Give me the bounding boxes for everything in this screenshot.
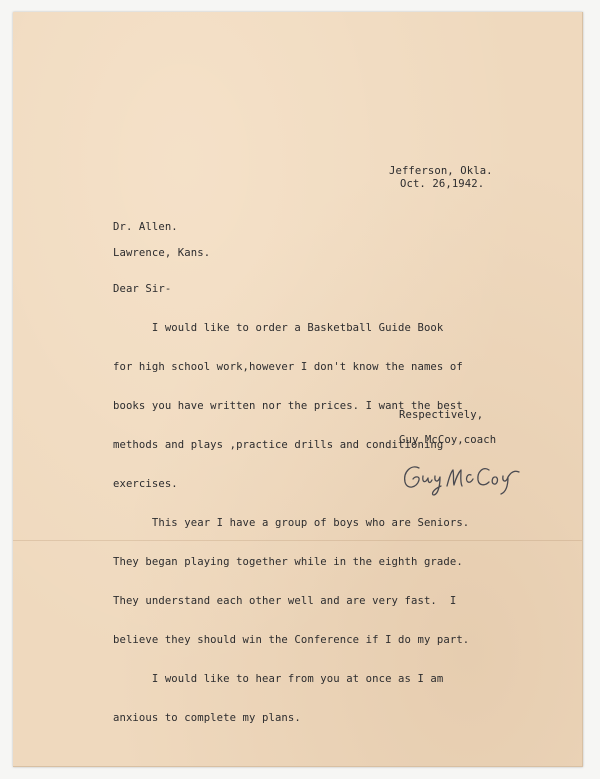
body-line: They understand each other well and are very fast. I	[113, 595, 457, 607]
body-line: believe they should win the Conference if I do my part.	[113, 634, 470, 646]
body-line: This year I have a group of boys who are Seniors.	[113, 517, 470, 529]
body-line: for high school work,however I don't know the names of	[113, 361, 463, 373]
letter-page	[13, 12, 583, 767]
body-line: They began playing together while in the eighth grade.	[113, 556, 463, 568]
recipient-name: Dr. Allen.	[113, 221, 178, 233]
body-line: books you have written nor the prices. I want the best	[113, 400, 463, 412]
recipient-place: Lawrence, Kans.	[113, 247, 211, 259]
letter-body	[113, 296, 469, 751]
body-line: exercises.	[113, 478, 178, 490]
signer-name: Guy McCoy,coach	[399, 434, 497, 446]
handwritten-signature	[397, 458, 537, 498]
body-line: anxious to complete my plans.	[113, 712, 301, 724]
body-line: I would like to hear from you at once as I am	[113, 673, 444, 685]
closing: Respectively,	[399, 409, 484, 421]
letter-date: Oct. 26,1942.	[400, 178, 485, 190]
body-line: I would like to order a Basketball Guide Book	[113, 322, 444, 334]
letter-place: Jefferson, Okla.	[389, 165, 493, 177]
body-line: methods and plays ,practice drills and conditioning	[113, 439, 444, 451]
salutation: Dear Sir-	[113, 283, 172, 295]
